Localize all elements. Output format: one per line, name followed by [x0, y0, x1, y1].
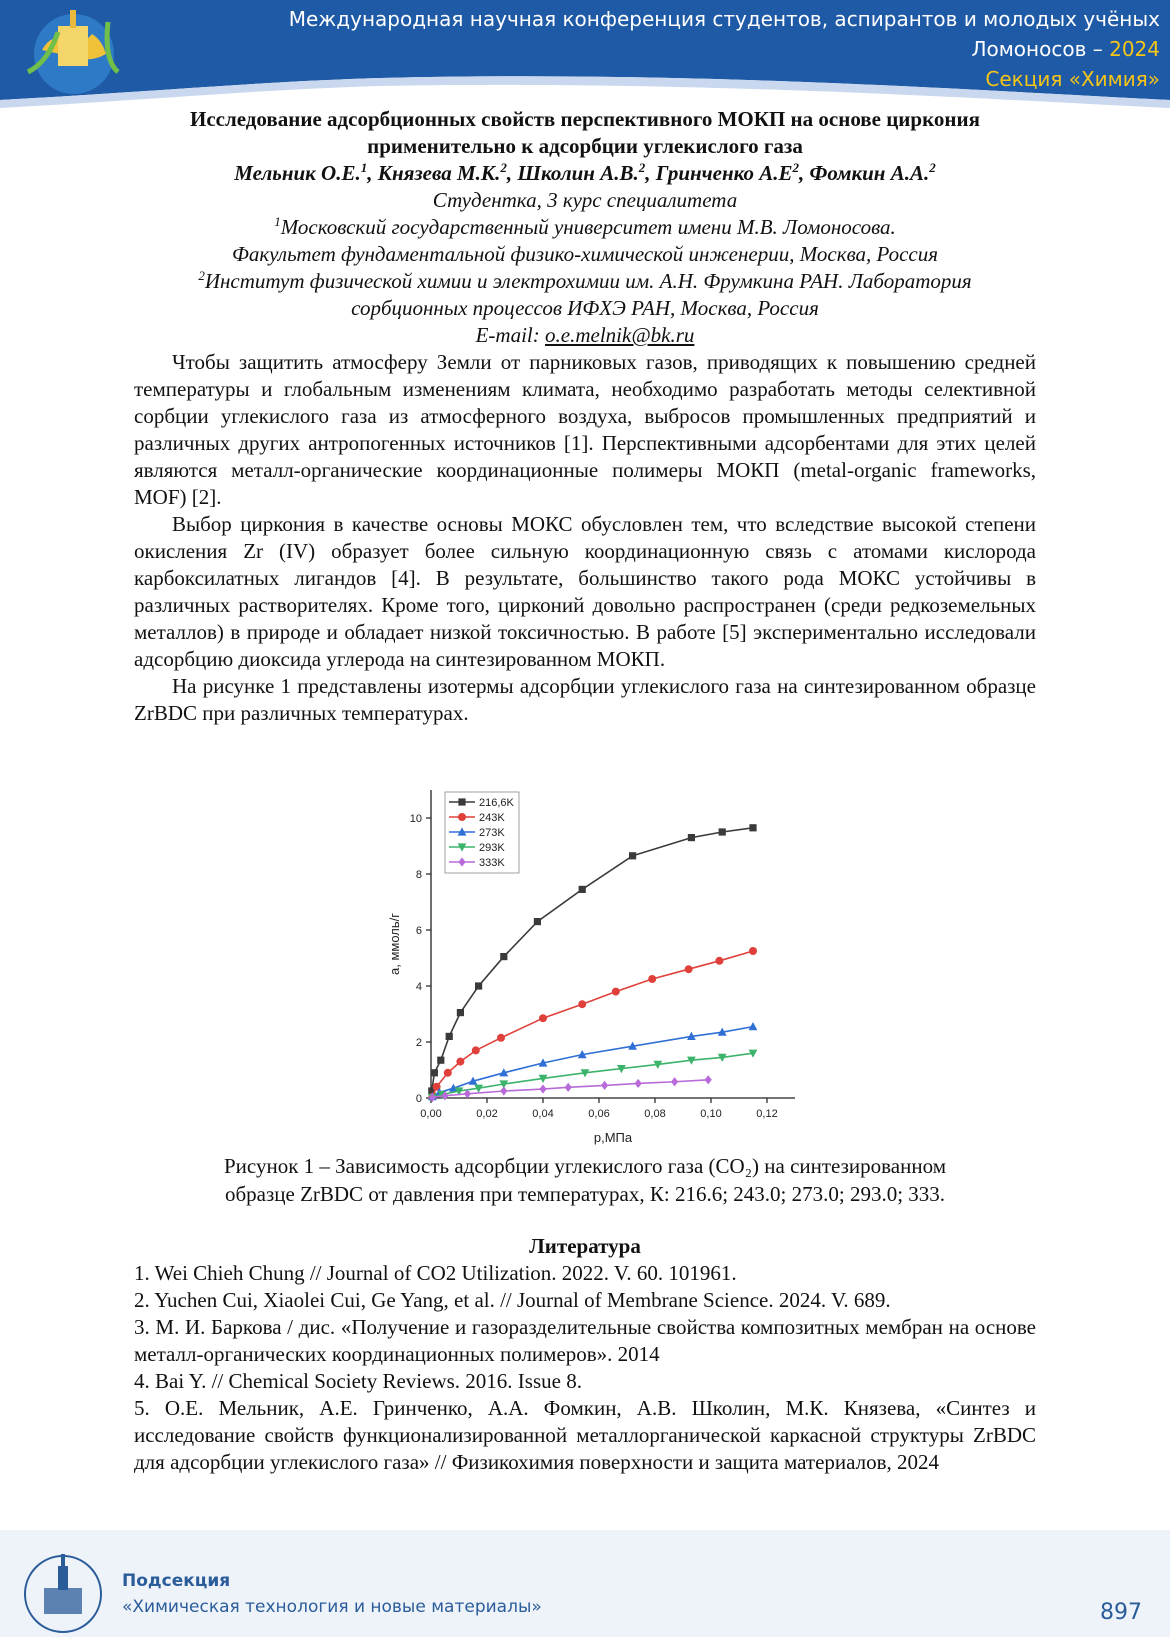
- series-line-293K: [432, 1053, 753, 1097]
- data-point-243K: [612, 988, 620, 996]
- event-name: Ломоносов –: [971, 37, 1110, 61]
- data-point-243K: [648, 975, 656, 983]
- conference-line: Международная научная конференция студентов, аспирантов и молодых учёных: [288, 7, 1160, 31]
- article-body: [134, 106, 1036, 727]
- footer-subsection: [122, 1568, 542, 1620]
- author-name: Князева М.К.: [377, 161, 501, 185]
- author-name: Фомкин А.А.: [809, 161, 930, 185]
- y-tick-label: 0: [415, 1093, 422, 1105]
- email-link[interactable]: o.e.melnik@bk.ru: [545, 323, 695, 347]
- x-tick-label: 0,00: [420, 1108, 442, 1120]
- y-tick-label: 4: [415, 981, 422, 993]
- page-number: 897: [1100, 1600, 1142, 1625]
- x-axis-label: p,МПа: [593, 1130, 633, 1145]
- author-affiliation-sup: 2: [500, 160, 507, 175]
- series-line-243K: [432, 951, 753, 1097]
- data-point-216,6K: [457, 1009, 464, 1016]
- title-line-2: применительно к адсорбции углекислого газа: [367, 134, 803, 158]
- event-line: [289, 34, 1160, 64]
- x-tick-label: 0,10: [700, 1108, 722, 1120]
- references-title: Литература: [529, 1234, 641, 1258]
- data-point-216,6K: [579, 886, 586, 893]
- header-text: [289, 4, 1160, 94]
- data-point-243K: [497, 1034, 505, 1042]
- article-title: [134, 106, 1036, 160]
- x-tick-label: 0,04: [532, 1108, 554, 1120]
- author-list: Мельник О.Е.$^1$, Князева М.К.$^2$, Школин А.В.$^2$, Гринченко $А.Е^2$, Фомкин А.А.$^2$: [234, 160, 936, 185]
- reference-item: 4. Bai Y. // Chemical Society Reviews. 2016. Issue 8.: [134, 1369, 582, 1393]
- email-line: [134, 322, 1036, 349]
- author-name: Гринченко А.Е: [655, 161, 793, 185]
- section-name: Секция «Химия»: [985, 67, 1160, 91]
- legend-label: 243K: [479, 812, 505, 824]
- data-point-216,6K: [475, 982, 482, 989]
- affiliation-2-line-2: сорбционных процессов ИФХЭ РАН, Москва, Россия: [351, 296, 819, 320]
- data-point-216,6K: [688, 834, 695, 841]
- data-point-216,6K: [749, 824, 756, 831]
- x-tick-label: 0,12: [756, 1108, 778, 1120]
- data-point-333K: [500, 1086, 507, 1095]
- data-point-333K: [539, 1084, 546, 1093]
- data-point-216,6K: [719, 828, 726, 835]
- data-point-333K: [601, 1081, 608, 1090]
- data-point-216,6K: [437, 1057, 444, 1064]
- author-affiliation-sup: 2: [792, 160, 800, 175]
- y-tick-label: 10: [409, 813, 422, 825]
- legend-label: 273K: [479, 827, 505, 839]
- x-tick-label: 0,06: [588, 1108, 610, 1120]
- legend-label: 333K: [479, 857, 505, 869]
- y-tick-label: 2: [415, 1037, 422, 1049]
- conference-logo: [18, 2, 130, 100]
- data-point-243K: [715, 957, 723, 965]
- event-year: 2024: [1109, 37, 1160, 61]
- data-point-243K: [749, 947, 757, 955]
- x-tick-label: 0,08: [644, 1108, 666, 1120]
- affiliation-1-line-1: Московский государственный университет имени М.В. Ломоносова.: [280, 215, 896, 239]
- paragraph-2: Выбор циркония в качестве основы МОКС обусловлен тем, что вследствие высокой степени окисления Zr (IV) образует более сильную координационную связь с атомами кислорода карбоксилатных лигандов [4]. В результате, большинство такого рода МОКС устойчивы в различных растворителях. Кроме того, цирконий довольно распространен (среди редкоземельных металлов) в природе и обладает низкой токсичностью. В работе [5] экспериментально исследовали адсорбцию диоксида углерода на синтезированном МОКП.: [134, 512, 1036, 671]
- caption-line-2: образце ZrBDC от давления при температурах, К: 216.6; 243.0; 273.0; 293.0; 333.: [224, 1182, 946, 1206]
- figure-caption: [134, 1152, 1036, 1208]
- y-tick-label: 8: [415, 869, 422, 881]
- data-point-243K: [539, 1014, 547, 1022]
- data-point-333K: [671, 1077, 678, 1086]
- data-point-216,6K: [534, 918, 541, 925]
- faculty-logo: [22, 1548, 104, 1634]
- paragraph-1: Чтобы защитить атмосферу Земли от парниковых газов, приводящих к повышению средней температуры и глобальным изменениям климата, необходимо разработать методы селективной сорбции углекислого газа из атмосферного воздуха, выбросов промышленных предприятий и различных других антропогенных источников [1]. Перспективными адсорбентами для этих целей являются металл-органические координационные полимеры МОКП (metal-organic frameworks, MOF) [2].: [134, 350, 1036, 509]
- data-point-216,6K: [500, 953, 507, 960]
- chart-svg: [385, 782, 830, 1147]
- data-point-333K: [635, 1079, 642, 1088]
- reference-item: 1. Wei Chieh Chung // Journal of CO2 Utilization. 2022. V. 60. 101961.: [134, 1261, 737, 1285]
- author-affiliation-sup: 2: [638, 160, 646, 175]
- data-point-333K: [705, 1075, 712, 1084]
- data-point-243K: [685, 965, 693, 973]
- legend-label: 216,6K: [479, 797, 514, 809]
- data-point-243K: [456, 1058, 464, 1066]
- legend-label: 293K: [479, 842, 505, 854]
- reference-item: 5. О.Е. Мельник, А.Е. Гринченко, А.А. Фомкин, А.В. Школин, М.К. Князева, «Синтез и исследование свойств функционализированной металлорганической каркасной структуры ZrBDC для адсорбции углекислого газа» // Физикохимия поверхности и защита материалов, 2024: [134, 1396, 1036, 1474]
- x-tick-label: 0,02: [476, 1108, 498, 1120]
- legend-marker: [458, 813, 466, 821]
- student-status: Студентка, 3 курс специалитета: [432, 188, 738, 212]
- data-point-333K: [565, 1083, 572, 1092]
- paragraph-3: На рисунке 1 представлены изотермы адсорбции углекислого газа на синтезированном образце ZrBDC при различных температурах.: [134, 674, 1036, 725]
- data-point-273K: [749, 1022, 758, 1030]
- data-point-216,6K: [629, 852, 636, 859]
- subsection-label: Подсекция: [122, 1571, 231, 1591]
- affiliation-1-sup: 1: [274, 214, 281, 229]
- affiliation-2: [134, 268, 1036, 322]
- author-affiliation-sup: 1: [360, 160, 368, 175]
- data-point-216,6K: [446, 1033, 453, 1040]
- data-point-216,6K: [431, 1069, 438, 1076]
- affiliation-1: [134, 214, 1036, 268]
- figure-1-chart: [385, 782, 830, 1147]
- title-line-1: Исследование адсорбционных свойств перспективного МОКП на основе циркония: [190, 107, 980, 131]
- data-point-243K: [578, 1000, 586, 1008]
- caption-line-1: Рисунок 1 – Зависимость адсорбции углекислого газа (CO₂) на синтезированном: [224, 1154, 946, 1178]
- author-affiliation-sup: 2: [929, 160, 936, 175]
- data-point-243K: [444, 1069, 452, 1077]
- email-label: E-mail:: [475, 323, 546, 347]
- affiliation-2-sup: 2: [198, 268, 205, 283]
- data-point-243K: [472, 1046, 480, 1054]
- author-name: Мельник О.Е.: [234, 161, 361, 185]
- reference-item: 3. М. И. Баркова / дис. «Получение и газоразделительные свойства композитных мембран на основе металл-органических координационных полимеров». 2014: [134, 1315, 1036, 1366]
- affiliation-2-line-1: Институт физической химии и электрохимии им. А.Н. Фрумкина РАН. Лаборатория: [204, 269, 972, 293]
- reference-item: 2. Yuchen Cui, Xiaolei Cui, Ge Yang, et al. // Journal of Membrane Science. 2024. V. 689.: [134, 1288, 891, 1312]
- subsection-name: «Химическая технология и новые материалы»: [122, 1597, 542, 1617]
- y-tick-label: 6: [415, 925, 422, 937]
- legend-marker: [458, 798, 465, 805]
- references-section: [134, 1233, 1036, 1476]
- author-name: Школин А.В.: [517, 161, 639, 185]
- y-axis-label: a, ммоль/г: [387, 913, 402, 975]
- affiliation-1-line-2: Факультет фундаментальной физико-химической инженерии, Москва, Россия: [231, 242, 939, 266]
